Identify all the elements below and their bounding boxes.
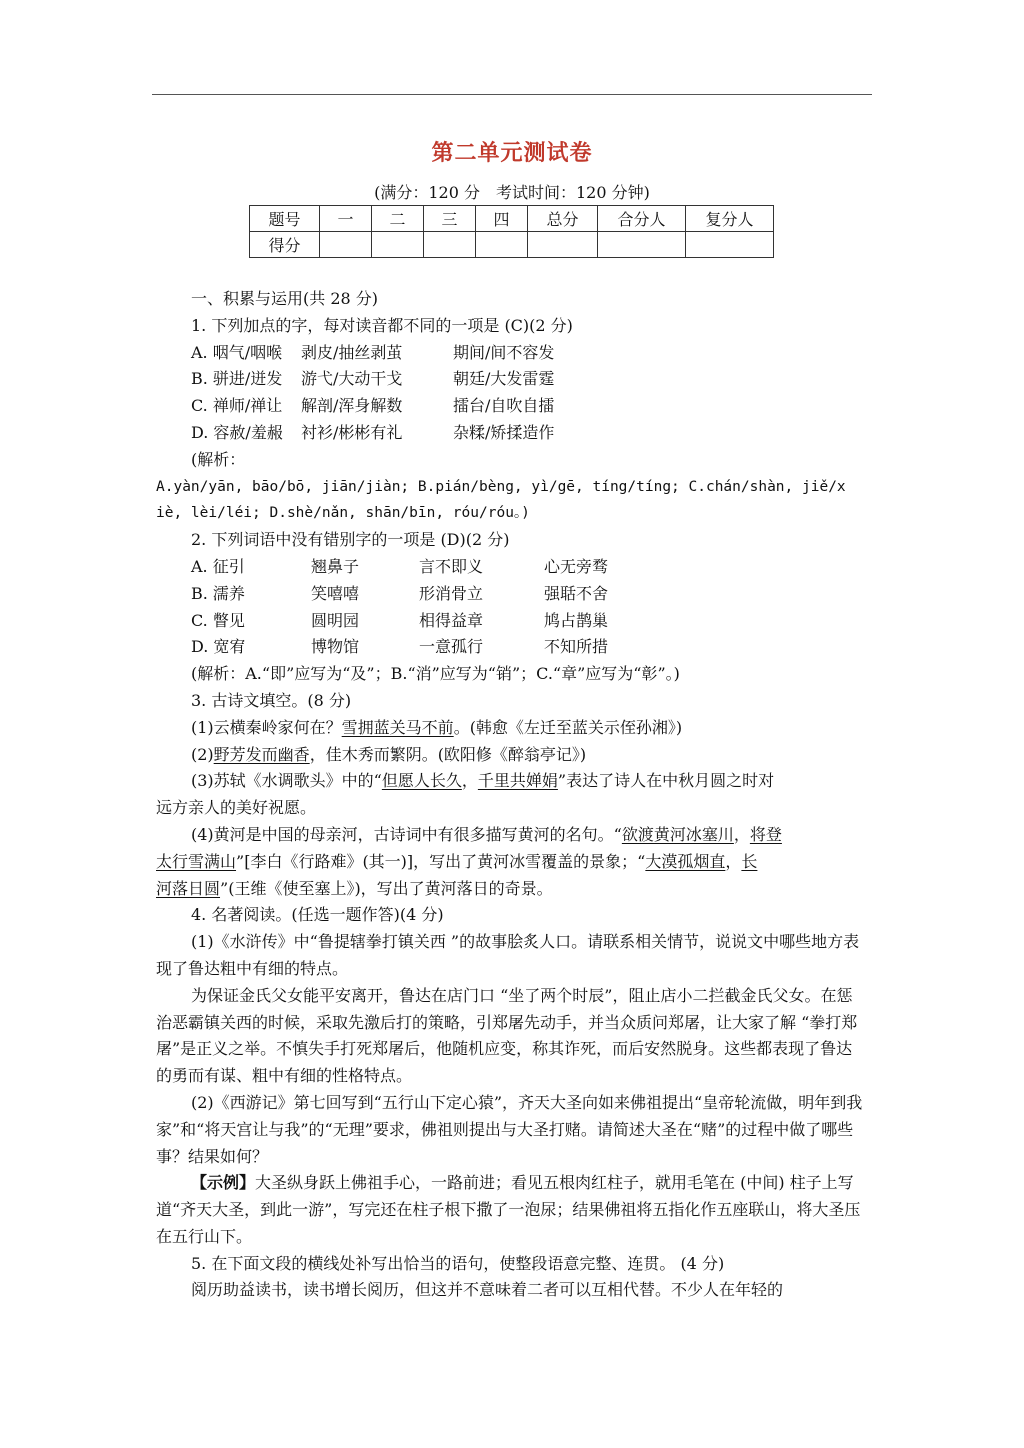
- page-title: 第二单元测试卷: [431, 140, 593, 166]
- example-label: 【示例】: [191, 1173, 256, 1193]
- answer-text: 太行雪满山: [156, 851, 237, 871]
- question-2-option-c: C. 瞥见 圆明园 相得益章 鸠占鹊巢: [191, 610, 609, 630]
- question-1-analysis-line1: A.yàn/yān, bāo/bō, jiān/jiàn; B.pián/bèng, yì/gē, tíng/tíng; C.chán/shàn, jiě/x: [156, 478, 846, 495]
- question-1-option-b: B. 骈进/迸发 游弋/大动干戈 朝廷/大发雷霆: [191, 369, 555, 389]
- answer-text: 千里共婵娟: [477, 771, 558, 791]
- answer-text: 雪拥蓝关马不前: [341, 717, 454, 737]
- score-input-cell[interactable]: [320, 232, 372, 258]
- question-3-item-2: (2)野芳发而幽香，佳木秀而繁阴。(欧阳修《醉翁亭记》): [191, 744, 587, 764]
- answer-text: 长: [741, 851, 758, 871]
- table-row: [250, 232, 774, 258]
- question-3-item-1: (1)云横秦岭家何在？雪拥蓝关马不前。(韩愈《左迁至蓝关示侄孙湘》): [191, 717, 683, 737]
- table-row: [250, 206, 774, 232]
- question-4-answer-2: 【示例】大圣纵身跃上佛祖手心，一路前进；看见五根肉红柱子，就用毛笔在 (中间) 柱子上写道“齐天大圣，到此一游”，写完还在柱子根下撒了一泡尿；结果佛祖将五指化作五座联山，将大圣压在五行山下。: [156, 1173, 861, 1246]
- score-table: [249, 205, 774, 258]
- question-1-analysis-line2: iè, lèi/léi; D.shè/nǎn, shān/bīn, róu/róu。): [156, 505, 530, 522]
- question-3-item-3: (3)苏轼《水调歌头》中的“但愿人长久，千里共婵娟”表达了诗人在中秋月圆之时对: [191, 771, 775, 791]
- score-input-cell[interactable]: [476, 232, 528, 258]
- score-input-cell[interactable]: [372, 232, 424, 258]
- section-heading: 一、积累与运用(共 28 分): [191, 289, 379, 308]
- answer-text: 河落日圆: [156, 878, 221, 898]
- question-1-option-c: C. 禅师/禅让 解剖/浑身解数 擂台/自吹自擂: [191, 396, 555, 416]
- score-input-cell[interactable]: [686, 232, 774, 258]
- table-cell: 一: [320, 206, 372, 232]
- question-1-stem: 1. 下列加点的字，每对读音都不同的一项是 (C)(2 分): [191, 315, 573, 335]
- table-cell: 复分人: [686, 206, 774, 232]
- question-3-item-4: (4)黄河是中国的母亲河，古诗词中有很多描写黄河的名句。“欲渡黄河冰塞川，将登 太行雪满山”[李白《行路难》(其一)]，写出了黄河冰雪覆盖的景象；“大漠孤烟直，长 河落日圆”(王维《使至塞上》)，写出了黄河落日的奇景。: [156, 824, 782, 898]
- table-cell: 三: [424, 206, 476, 232]
- question-2-option-d: D. 宽宥 博物馆 一意孤行 不知所措: [191, 637, 609, 657]
- question-1-option-a: A. 咽气/咽喉 剥皮/抽丝剥茧 期间/间不容发: [191, 342, 555, 362]
- question-2-stem: 2. 下列词语中没有错别字的一项是 (D)(2 分): [191, 530, 510, 550]
- question-5-stem: 5. 在下面文段的横线处补写出恰当的语句，使整段语意完整、连贯。 (4 分): [191, 1253, 725, 1273]
- table-cell: 总分: [528, 206, 598, 232]
- question-2-option-a: A. 征引 翘鼻子 言不即义 心无旁骛: [191, 556, 609, 576]
- answer-text: 欲渡黄河冰塞川: [621, 824, 734, 844]
- score-input-cell[interactable]: [424, 232, 476, 258]
- table-cell: 题号: [250, 206, 320, 232]
- top-rule: [152, 94, 872, 95]
- exam-content: [156, 286, 868, 1304]
- question-4-answer-1: 为保证金氏父女能平安离开，鲁达在店门口 “坐了两个时辰”，阻止店小二拦截金氏父女。在惩治恶霸镇关西的时候，采取先激后打的策略，引郑屠先动手，并当众质问郑屠，让大家了解 “拳打郑屠”是正义之举。不慎失手打死郑屠后，他随机应变，称其诈死，而后安然脱身。这些都表现了鲁达的勇而有谋、粗中有细的性格特点。: [156, 985, 858, 1086]
- question-1-analysis-label: (解析：: [191, 449, 246, 469]
- score-input-cell[interactable]: [598, 232, 686, 258]
- question-4-part-1: (1)《水浒传》中“鲁提辖拳打镇关西 ”的故事脍炙人口。请联系相关情节，说说文中哪些地方表现了鲁达粗中有细的特点。: [156, 932, 860, 978]
- question-2-option-b: B. 濡养 笑嘻嘻 形消骨立 强聒不舍: [191, 583, 609, 603]
- answer-text: 野芳发而幽香: [213, 744, 310, 764]
- answer-text: 但愿人长久: [381, 771, 462, 791]
- score-input-cell[interactable]: [528, 232, 598, 258]
- answer-text: 大漠孤烟直: [645, 851, 726, 871]
- question-4-stem: 4. 名著阅读。(任选一题作答)(4 分): [191, 905, 444, 925]
- question-3-item-3-cont: 远方亲人的美好祝愿。: [156, 798, 317, 818]
- table-cell: 得分: [250, 232, 320, 258]
- table-cell: 合分人: [598, 206, 686, 232]
- exam-info: (满分：120 分 考试时间：120 分钟): [374, 183, 650, 202]
- question-3-stem: 3. 古诗文填空。(8 分): [191, 690, 352, 710]
- table-cell: 四: [476, 206, 528, 232]
- question-1-option-d: D. 容赦/羞赧 衬衫/彬彬有礼 杂糅/矫揉造作: [191, 422, 555, 442]
- answer-text: 将登: [749, 824, 782, 844]
- question-5-passage: 阅历助益读书，读书增长阅历，但这并不意味着二者可以互相代替。不少人在年轻的: [191, 1280, 784, 1300]
- table-cell: 二: [372, 206, 424, 232]
- question-2-analysis: (解析：A.“即”应写为“及”；B.“消”应写为“销”；C.“章”应写为“彰”。): [191, 664, 680, 684]
- question-4-part-2: (2)《西游记》第七回写到“五行山下定心猿”，齐天大圣向如来佛祖提出“皇帝轮流做，明年到我家”和“将天宫让与我”的“无理”要求，佛祖则提出与大圣打赌。请简述大圣在“赌”的过程中做了哪些事？结果如何？: [156, 1092, 863, 1166]
